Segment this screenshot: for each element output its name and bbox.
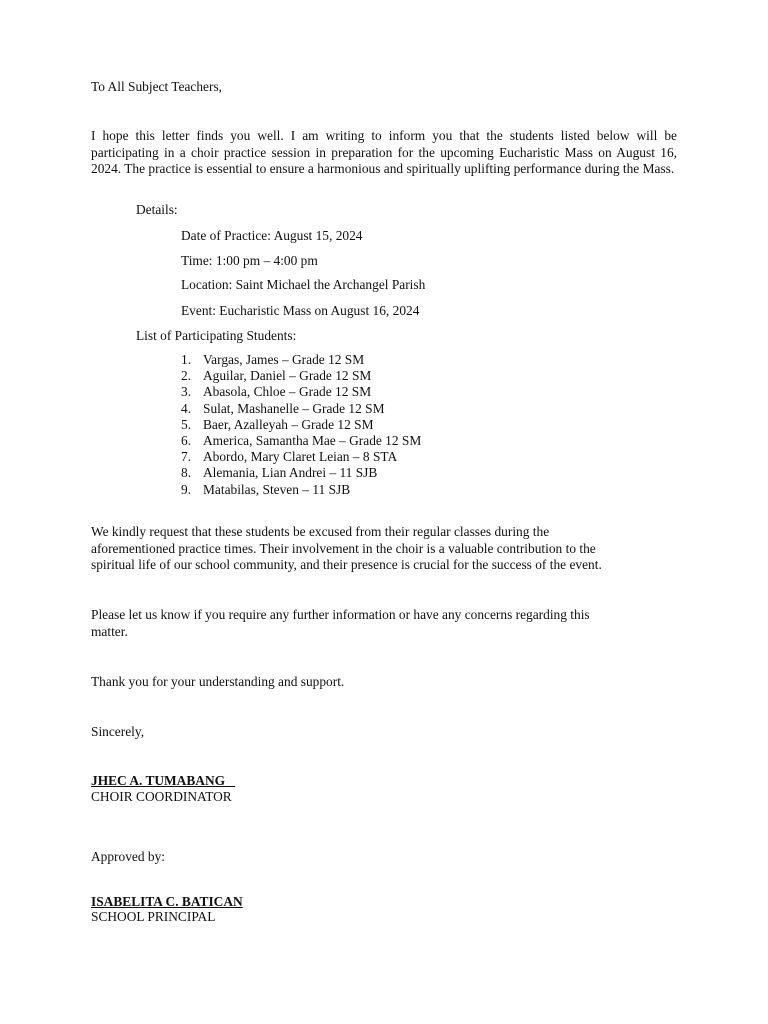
detail-time: Time: 1:00 pm – 4:00 pm: [181, 253, 318, 268]
list-item-number: 7.: [181, 449, 192, 465]
list-item-text: Alemania, Lian Andrei – 11 SJB: [203, 465, 378, 481]
request-line: aforementioned practice times. Their involvement in the choir is a valuable contribution to the: [91, 540, 596, 556]
request-paragraph: [91, 524, 691, 574]
signatory-name: JHEC A. TUMABANG: [91, 773, 236, 788]
list-item-number: 3.: [181, 384, 192, 400]
details-heading: Details:: [136, 202, 178, 217]
list-item-number: 6.: [181, 432, 192, 448]
list-item: [181, 433, 421, 449]
list-item: [181, 465, 421, 481]
thanks-line: Thank you for your understanding and support.: [91, 674, 345, 689]
list-item-text: Abasola, Chloe – Grade 12 SM: [203, 384, 372, 400]
request-line: We kindly request that these students be excused from their regular classes during the: [91, 524, 550, 539]
intro-paragraph: I hope this letter finds you well. I am writing to inform you that the students listed below will be participating in a choir practice session in preparation for the upcoming Eucharistic Mass on August 16, 2024. The practice is essential to ensure a harmonious and spiritually uplifting performance during the Mass.: [91, 128, 677, 176]
list-item-number: 5.: [181, 416, 192, 432]
list-item: [181, 401, 421, 417]
list-item-text: America, Samantha Mae – Grade 12 SM: [203, 432, 422, 448]
salutation: To All Subject Teachers,: [91, 79, 223, 94]
further-info-line: matter.: [91, 623, 128, 639]
list-item-number: 2.: [181, 368, 192, 384]
list-item-text: Aguilar, Daniel – Grade 12 SM: [203, 368, 372, 384]
request-line: spiritual life of our school community, and their presence is crucial for the success of the event.: [91, 557, 602, 572]
list-item-text: Matabilas, Steven – 11 SJB: [203, 481, 351, 497]
signatory-title: CHOIR COORDINATOR: [91, 789, 232, 804]
students-heading: List of Participating Students:: [136, 328, 297, 343]
list-item-text: Baer, Azalleyah – Grade 12 SM: [203, 416, 374, 432]
list-item: [181, 368, 421, 384]
list-item-text: Sulat, Mashanelle – Grade 12 SM: [203, 400, 385, 416]
list-item-number: 8.: [181, 465, 192, 481]
list-item: [181, 417, 421, 433]
approver-name: ISABELITA C. BATICAN: [91, 894, 243, 909]
further-info-line: Please let us know if you require any further information or have any concerns regarding this: [91, 607, 590, 622]
list-item-text: Abordo, Mary Claret Leian – 8 STA: [203, 449, 398, 465]
closing: Sincerely,: [91, 724, 145, 739]
list-item-number: 4.: [181, 400, 192, 416]
approver-title: SCHOOL PRINCIPAL: [91, 909, 216, 924]
further-info-paragraph: [91, 607, 691, 640]
list-item-number: 1.: [181, 352, 192, 367]
list-item: [181, 449, 421, 465]
detail-date: Date of Practice: August 15, 2024: [181, 228, 363, 243]
list-item-number: 9.: [181, 481, 192, 497]
list-item-text: Vargas, James – Grade 12 SM: [203, 352, 365, 367]
detail-event: Event: Eucharistic Mass on August 16, 2024: [181, 303, 420, 318]
approved-label: Approved by:: [91, 849, 166, 864]
detail-location: Location: Saint Michael the Archangel Parish: [181, 277, 426, 292]
student-list: [181, 352, 421, 498]
list-item: [181, 482, 421, 498]
list-item: [181, 384, 421, 400]
list-item: [181, 352, 421, 368]
